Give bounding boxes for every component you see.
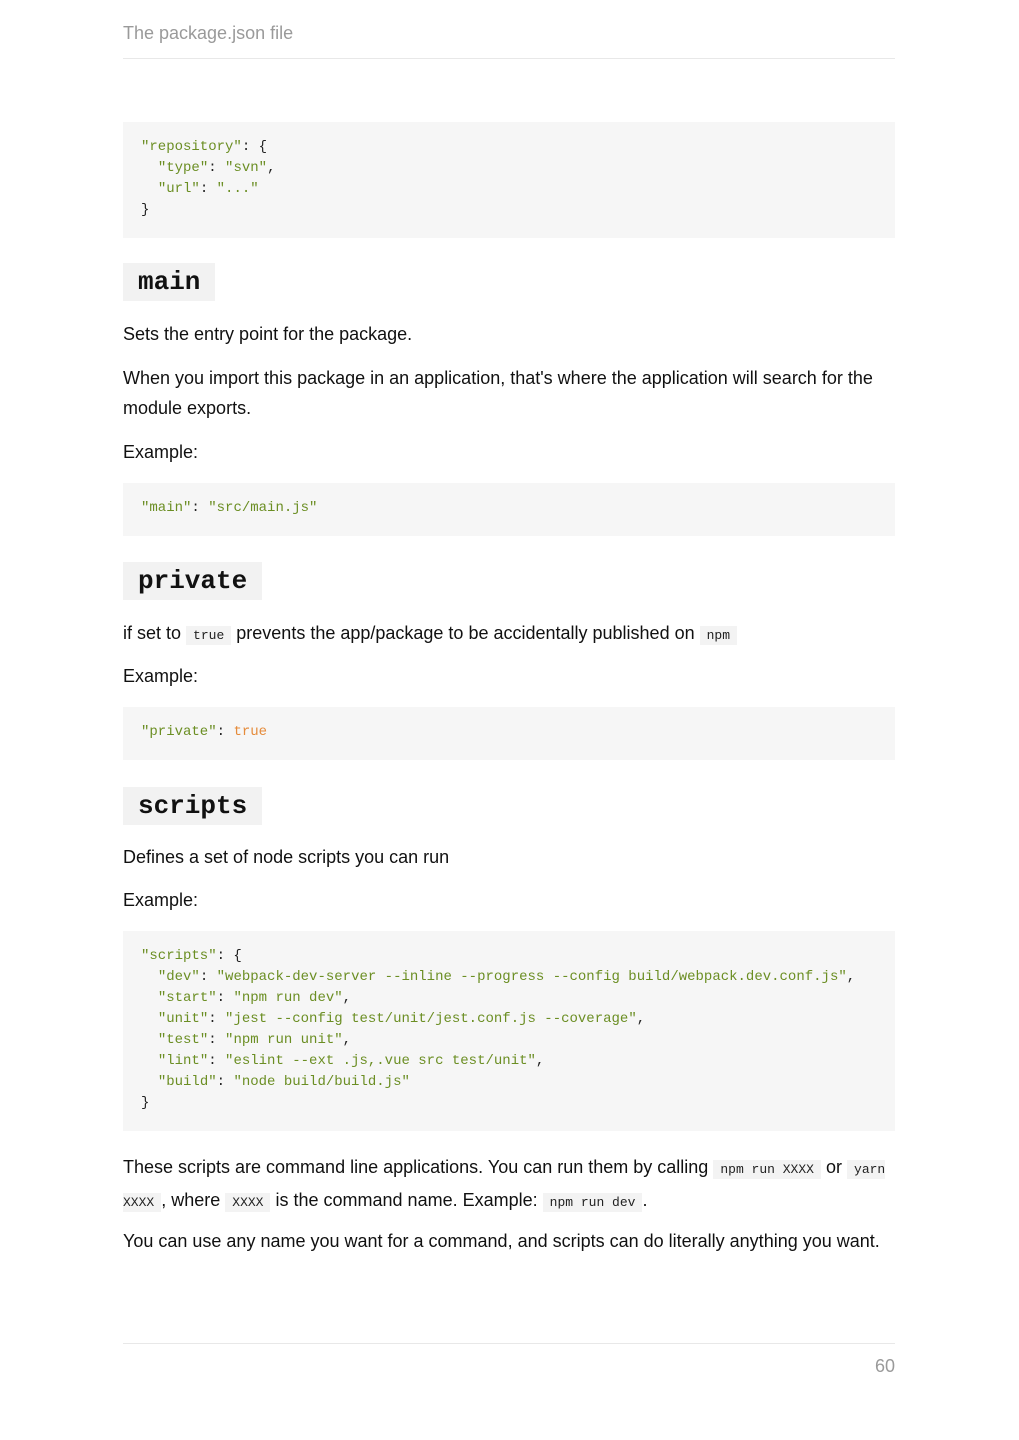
- code-punctuation: ,: [846, 969, 856, 985]
- usage-text-c: , where: [161, 1190, 221, 1210]
- code-key: "main": [141, 500, 192, 516]
- header-divider: [123, 58, 895, 59]
- code-line: [141, 1051, 877, 1072]
- code-line: [141, 1030, 877, 1051]
- code-string: "src/main.js": [208, 500, 318, 516]
- code-punctuation: [141, 1032, 158, 1048]
- heading-main: main: [123, 263, 215, 301]
- code-key: "dev": [157, 969, 200, 985]
- page-number: 60: [874, 1356, 895, 1376]
- code-line: [141, 200, 877, 221]
- heading-scripts: scripts: [123, 787, 262, 825]
- code-punctuation: ,: [267, 160, 276, 176]
- code-punctuation: :: [208, 1053, 226, 1069]
- private-desc-prefix: if set to: [123, 623, 182, 643]
- code-key: "lint": [157, 1053, 209, 1069]
- code-punctuation: ,: [636, 1011, 646, 1027]
- private-description: [123, 618, 895, 651]
- code-punctuation: :: [208, 1032, 226, 1048]
- scripts-example-label: Example:: [123, 890, 199, 910]
- main-example-label: Example:: [123, 442, 199, 462]
- code-punctuation: [141, 1053, 158, 1069]
- code-key: "start": [157, 990, 217, 1006]
- usage-text-a: These scripts are command line applications. You can run them by calling: [123, 1157, 709, 1177]
- inline-code-yarn-xxxx: yarn XXXX: [123, 1162, 886, 1210]
- code-punctuation: [141, 181, 158, 197]
- private-example-label: Example:: [123, 666, 199, 686]
- usage-text-b: or: [825, 1157, 842, 1177]
- inline-code-true: true: [186, 626, 231, 645]
- code-punctuation: ,: [535, 1053, 545, 1069]
- usage-text-e: .: [642, 1190, 648, 1210]
- code-boolean: true: [233, 724, 268, 740]
- code-punctuation: [141, 990, 158, 1006]
- code-punctuation: [141, 969, 158, 985]
- code-string: "eslint --ext .js,.vue src test/unit": [225, 1053, 536, 1069]
- code-line: [141, 722, 877, 743]
- code-line: [141, 946, 877, 967]
- code-key: "type": [157, 160, 209, 176]
- code-line: [141, 498, 877, 519]
- private-code-block: [123, 707, 895, 760]
- scripts-freedom-paragraph: You can use any name you want for a command, and scripts can do literally anything you want.: [123, 1231, 880, 1251]
- code-line: [141, 158, 877, 179]
- code-line: [141, 967, 877, 988]
- main-code-block: [123, 483, 895, 536]
- code-punctuation: :: [216, 990, 234, 1006]
- inline-code-npm: npm: [700, 626, 737, 645]
- code-string: "npm run unit": [225, 1032, 343, 1048]
- code-line: [141, 179, 877, 200]
- code-key: "url": [157, 181, 200, 197]
- code-punctuation: :: [216, 724, 234, 740]
- heading-private: private: [123, 562, 262, 600]
- inline-code-xxxx: XXXX: [225, 1193, 270, 1212]
- code-punctuation: [141, 1011, 158, 1027]
- running-header: The package.json file: [123, 23, 294, 43]
- main-description: Sets the entry point for the package.: [123, 324, 413, 344]
- code-key: "unit": [157, 1011, 209, 1027]
- code-punctuation: ,: [342, 1032, 352, 1048]
- repository-code-block: [123, 122, 895, 238]
- code-string: "...": [216, 181, 259, 197]
- document-page: [123, 0, 895, 1440]
- code-punctuation: :: [208, 160, 226, 176]
- code-key: "test": [157, 1032, 209, 1048]
- code-line: [141, 1009, 877, 1030]
- code-key: "scripts": [141, 948, 217, 964]
- code-punctuation: : {: [216, 948, 242, 964]
- code-key: "build": [157, 1074, 217, 1090]
- scripts-usage-paragraph: [123, 1152, 895, 1218]
- code-key: "repository": [141, 139, 242, 155]
- code-string: "svn": [225, 160, 268, 176]
- code-punctuation: ,: [342, 990, 352, 1006]
- code-punctuation: :: [208, 1011, 226, 1027]
- code-key: "private": [141, 724, 217, 740]
- code-string: "jest --config test/unit/jest.conf.js --coverage": [225, 1011, 637, 1027]
- scripts-code-block: [123, 931, 895, 1131]
- code-line: [141, 1072, 877, 1093]
- code-punctuation: }: [141, 202, 150, 218]
- code-punctuation: [141, 1074, 158, 1090]
- code-punctuation: }: [141, 1095, 150, 1111]
- footer-divider: [123, 1343, 895, 1344]
- inline-code-npm-run-xxxx: npm run XXXX: [713, 1160, 821, 1179]
- usage-text-d: is the command name. Example:: [275, 1190, 538, 1210]
- code-line: [141, 988, 877, 1009]
- scripts-description: Defines a set of node scripts you can run: [123, 847, 450, 867]
- code-punctuation: : {: [241, 139, 268, 155]
- code-line: [141, 1093, 877, 1114]
- code-punctuation: :: [199, 969, 217, 985]
- inline-code-npm-run-dev: npm run dev: [543, 1193, 643, 1212]
- main-explanation: When you import this package in an application, that's where the application will search for the module exports.: [123, 368, 873, 418]
- code-line: [141, 137, 877, 158]
- private-desc-middle: prevents the app/package to be accidentally published on: [236, 623, 695, 643]
- code-punctuation: :: [199, 181, 217, 197]
- code-string: "node build/build.js": [233, 1074, 410, 1090]
- code-punctuation: :: [216, 1074, 234, 1090]
- code-punctuation: :: [191, 500, 209, 516]
- code-string: "webpack-dev-server --inline --progress --config build/webpack.dev.conf.js": [216, 969, 847, 985]
- code-punctuation: [141, 160, 158, 176]
- code-string: "npm run dev": [233, 990, 343, 1006]
